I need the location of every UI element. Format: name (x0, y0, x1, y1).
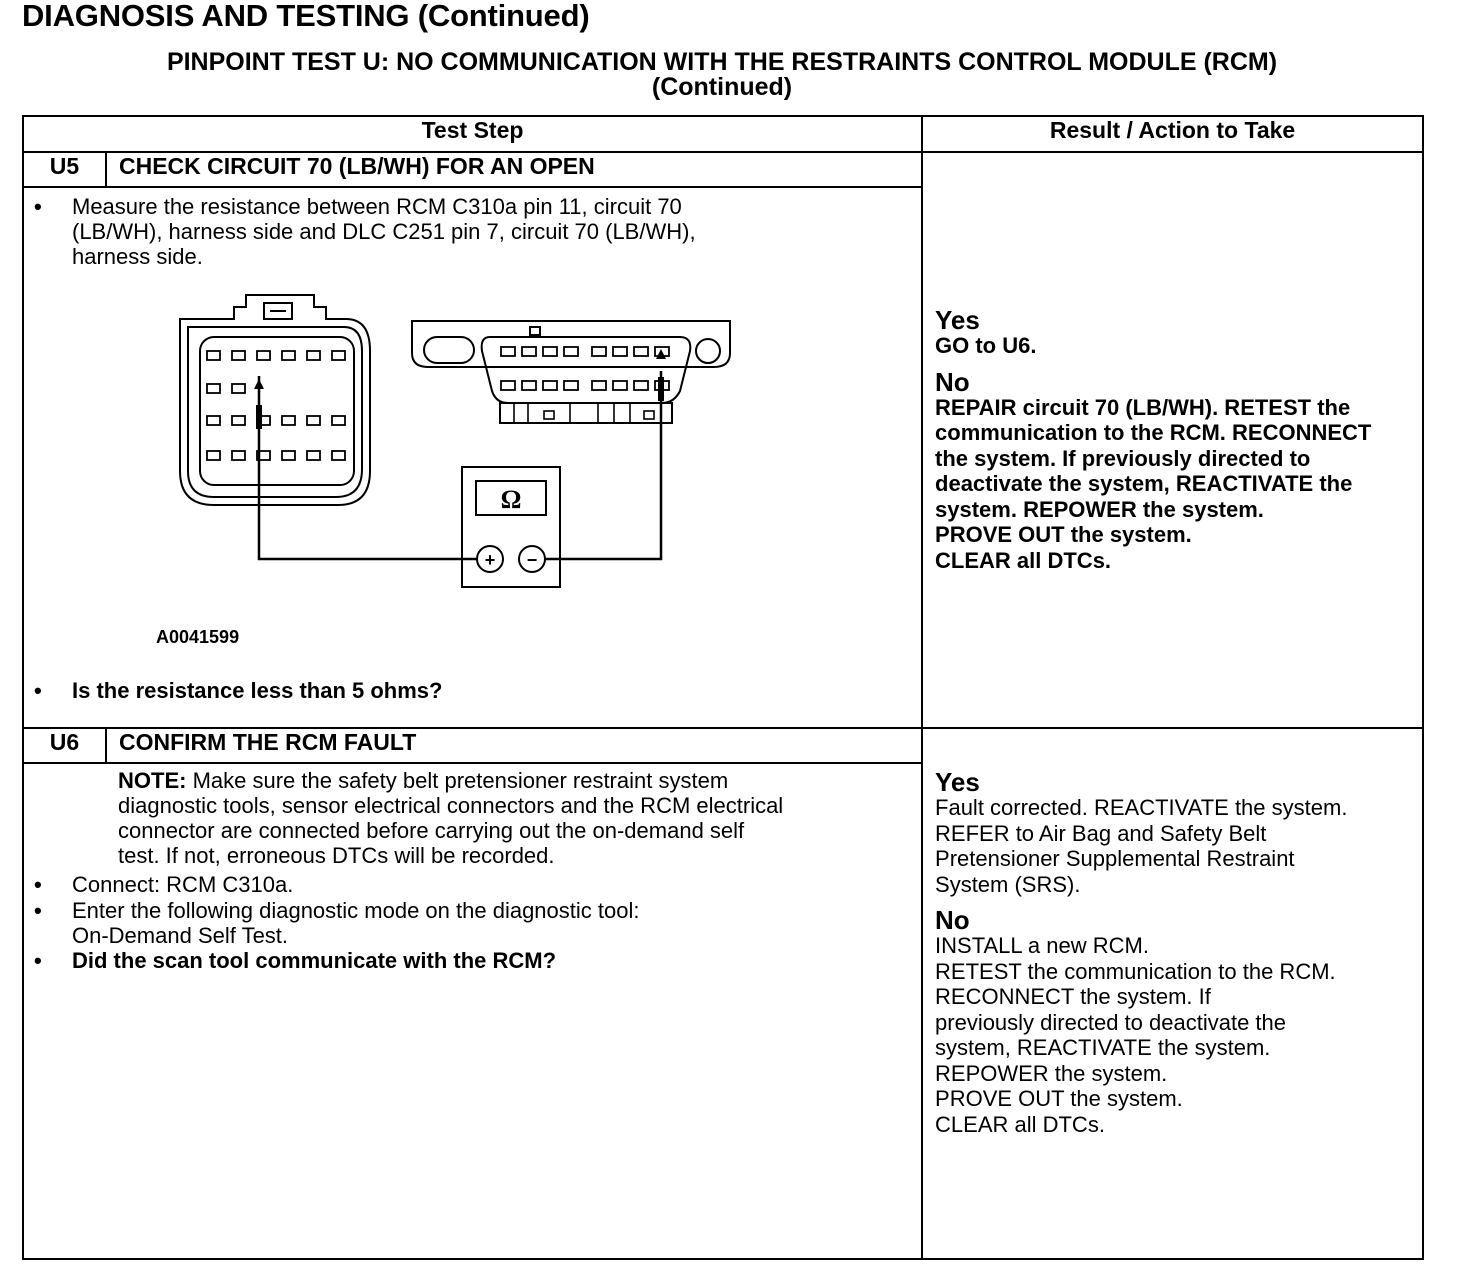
step-u5-title-row (23, 152, 1423, 187)
step-title-u6: CONFIRM THE RCM FAULT (106, 728, 922, 763)
u5-instruction: • Measure the resistance between RCM C310a pin 11, circuit 70 (LB/WH), harness side and DLC C251 pin 7, circuit 70 (LB/WH), harness side. (34, 194, 696, 269)
u5-yes-text: GO to U6. (935, 333, 1037, 358)
pinpoint-test-title (22, 50, 1422, 100)
test-leads (259, 371, 661, 559)
step-id-u6: U6 (23, 728, 106, 763)
meter-minus-terminal: − (526, 550, 538, 570)
result-cell-u6 (922, 763, 1423, 1259)
u6-no-label: No (935, 905, 970, 935)
step-body-u5 (23, 187, 922, 728)
step-id-u5: U5 (23, 152, 106, 187)
dlc-probe-tip (658, 377, 664, 401)
u6-note: NOTE: Make sure the safety belt pretensioner restraint system diagnostic tools, sensor electrical connectors and the RCM electrical connector are connected before carrying out the on-demand self test. If not, erroneous DTCs will be recorded. (118, 768, 784, 868)
step-u6-body-row (23, 763, 1423, 1259)
step-title-u5: CHECK CIRCUIT 70 (LB/WH) FOR AN OPEN (106, 152, 922, 187)
u6-yes-text: Fault corrected. REACTIVATE the system. REFER to Air Bag and Safety Belt Pretensioner Supplemental Restraint System (SRS). (935, 795, 1348, 897)
dlc-connector-c251 (412, 321, 730, 423)
test-title-line-2: (Continued) (651, 73, 793, 101)
page-heading: DIAGNOSIS AND TESTING (Continued) (22, 0, 590, 33)
table-header-row (23, 116, 1423, 152)
u5-no-label: No (935, 366, 970, 397)
rcm-probe-tip (256, 405, 262, 429)
step-u6-title-row (23, 728, 1423, 763)
u5-yes-label: Yes (935, 305, 980, 335)
u6-step-connect: • Connect: RCM C310a. (34, 872, 294, 897)
step-body-u6 (23, 763, 922, 1259)
dlc-probe-arrow (656, 349, 666, 359)
rcm-dlc-resistance-diagram (174, 281, 774, 651)
ohm-symbol: Ω (500, 485, 522, 514)
meter-plus-terminal: + (484, 550, 496, 570)
figure-id: A0041599 (156, 627, 240, 647)
u6-step-diagnostic-mode: • Enter the following diagnostic mode on the diagnostic tool: On-Demand Self Test. (34, 898, 640, 948)
result-cell-u6-top (922, 728, 1423, 763)
u6-question: • Did the scan tool communicate with the RCM? (34, 948, 557, 973)
note-label: NOTE: (118, 768, 187, 793)
pinpoint-test-table (22, 115, 1424, 1260)
u6-no-text: INSTALL a new RCM. RETEST the communication to the RCM. RECONNECT the system. If previously directed to deactivate the system, REACTIVATE the system. REPOWER the system. PROVE OUT the system. CLEAR all DTCs. (935, 933, 1336, 1137)
u6-yes-label: Yes (935, 767, 980, 797)
rcm-connector-c310a (180, 295, 370, 505)
column-header-result: Result / Action to Take (922, 116, 1423, 152)
test-title-line-1: PINPOINT TEST U: NO COMMUNICATION WITH THE RESTRAINTS CONTROL MODULE (RCM) (166, 48, 1278, 76)
result-cell-u5 (922, 152, 1423, 728)
column-header-test-step: Test Step (23, 116, 922, 152)
rcm-probe-arrow (254, 379, 264, 389)
u5-no-text: REPAIR circuit 70 (LB/WH). RETEST the communication to the RCM. RECONNECT the system. If previously directed to deactivate the system, REACTIVATE the system. REPOWER the system. PROVE OUT the system. CLEAR all DTCs. (935, 394, 1372, 573)
u5-yes-target: U6 (1002, 333, 1031, 358)
u5-question: • Is the resistance less than 5 ohms? (34, 678, 443, 703)
